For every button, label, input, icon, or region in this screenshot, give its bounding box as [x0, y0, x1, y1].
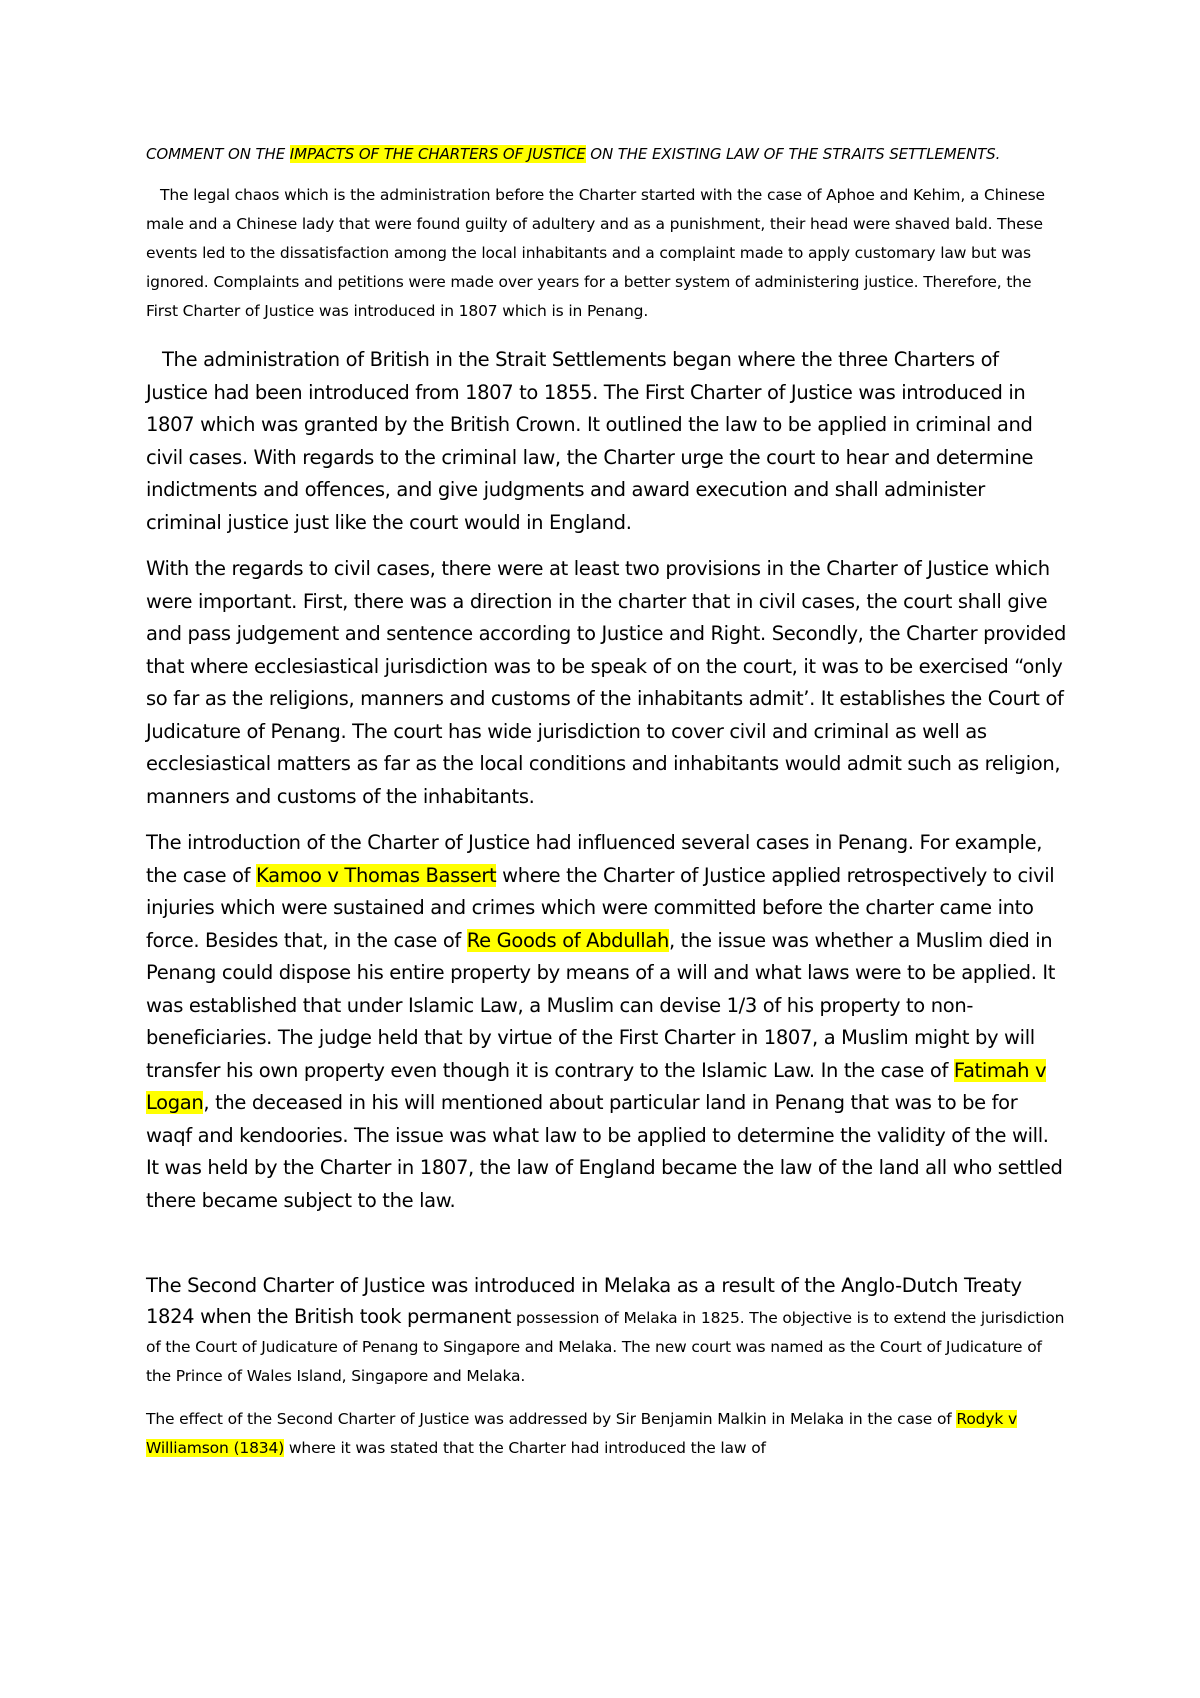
blank-gap: [146, 1231, 1066, 1271]
paragraph-text: The introduction of the Charter of Justice had influenced several cases in Penang. For example, the case of: [146, 831, 1043, 887]
paragraph-text: where it was stated that the Charter had introduced the law of: [284, 1439, 766, 1457]
paragraph-penang-cases: [146, 827, 1066, 1217]
paragraph-text: , the issue was whether a Muslim died in Penang could dispose his entire property by means of a will and what laws were to be applied. It was established that under Islamic Law, a Muslim can devise 1/3 of his property to non-beneficiaries. The judge held that by virtue of the First Charter in 1807, a Muslim might by will transfer his own property even though it is contrary to the Islamic Law. In the case of: [146, 928, 1056, 1082]
document-body: [146, 140, 1066, 1481]
case-citation-abdullah: Re Goods of Abdullah: [466, 928, 669, 952]
paragraph-administration: The administration of British in the Strait Settlements began where the three Charters of Justice had been introduced from 1807 to 1855. The First Charter of Justice was introduced in 1807 which was granted by the British Crown. It outlined the law to be applied in criminal and civil cases. With regards to the criminal law, the Charter urge the court to hear and determine indictments and offences, and give judgments and award execution and shall administer criminal justice just like the court would in England.: [146, 348, 1034, 534]
paragraph-civil-cases: With the regards to civil cases, there were at least two provisions in the Charter of Justice which were important. First, there was a direction in the charter that in civil cases, the court shall give and pass judgement and sentence according to Justice and Right. Secondly, the Charter provided that where ecclesiastical jurisdiction was to be speak of on the court, it was to be exercised “only so far as the religions, manners and customs of the inhabitants admit’. It establishes the Court of Judicature of Penang. The court has wide jurisdiction to cover civil and criminal as well as ecclesiastical matters as far as the local conditions and inhabitants would admit such as religion, manners and customs of the inhabitants.: [146, 557, 1066, 808]
paragraph-second-charter-effect: [146, 1405, 1066, 1463]
paragraph-text-small: possession of Melaka in 1825. The objective is to extend the jurisdiction of the Court of Judicature of Penang to Singapore and Melaka. The new court was named as the Court of Judicature of the Prince of Wales Island, Singapore and Melaka.: [146, 1309, 1065, 1385]
case-citation-rodyk: Rodyk v Williamson (1834): [146, 1410, 1017, 1457]
paragraph-text: , the deceased in his will mentioned about particular land in Penang that was to be for waqf and kendoories. The issue was what law to be applied to determine the validity of the will. It was held by the Charter in 1807, the law of England became the law of the land all who settled there became subject to the law.: [146, 1091, 1063, 1212]
paragraph-text: where the Charter of Justice applied retrospectively to civil injuries which were sustained and crimes which were committed before the charter came into force. Besides that, in the case of: [146, 863, 1055, 952]
case-citation-kamoo: Kamoo v Thomas Bassert: [256, 863, 497, 887]
heading-text-end: ON THE EXISTING LAW OF THE STRAITS SETTLEMENTS.: [585, 145, 1001, 163]
heading-text-start: COMMENT ON THE: [146, 145, 290, 163]
document-heading: [146, 140, 1066, 169]
paragraph-intro: The legal chaos which is the administration before the Charter started with the case of Aphoe and Kehim, a Chinese male and a Chinese lady that were found guilty of adultery and as a punishment, their head were shaved bald. These events led to the dissatisfaction among the local inhabitants and a complaint made to apply customary law but was ignored. Complaints and petitions were made over years for a better system of administering justice. Therefore, the First Charter of Justice was introduced in 1807 which is in Penang.: [146, 186, 1045, 320]
case-citation-fatimah: Fatimah v Logan: [146, 1058, 1047, 1114]
paragraph-second-charter: [146, 1271, 1066, 1391]
heading-highlight: IMPACTS OF THE CHARTERS OF JUSTICE: [289, 145, 586, 163]
paragraph-text-large: The Second Charter of Justice was introduced in Melaka as a result of the Anglo-Dutch Treaty 1824 when the British took permanent: [146, 1274, 1022, 1328]
paragraph-text: The effect of the Second Charter of Justice was addressed by Sir Benjamin Malkin in Melaka in the case of: [146, 1410, 957, 1428]
